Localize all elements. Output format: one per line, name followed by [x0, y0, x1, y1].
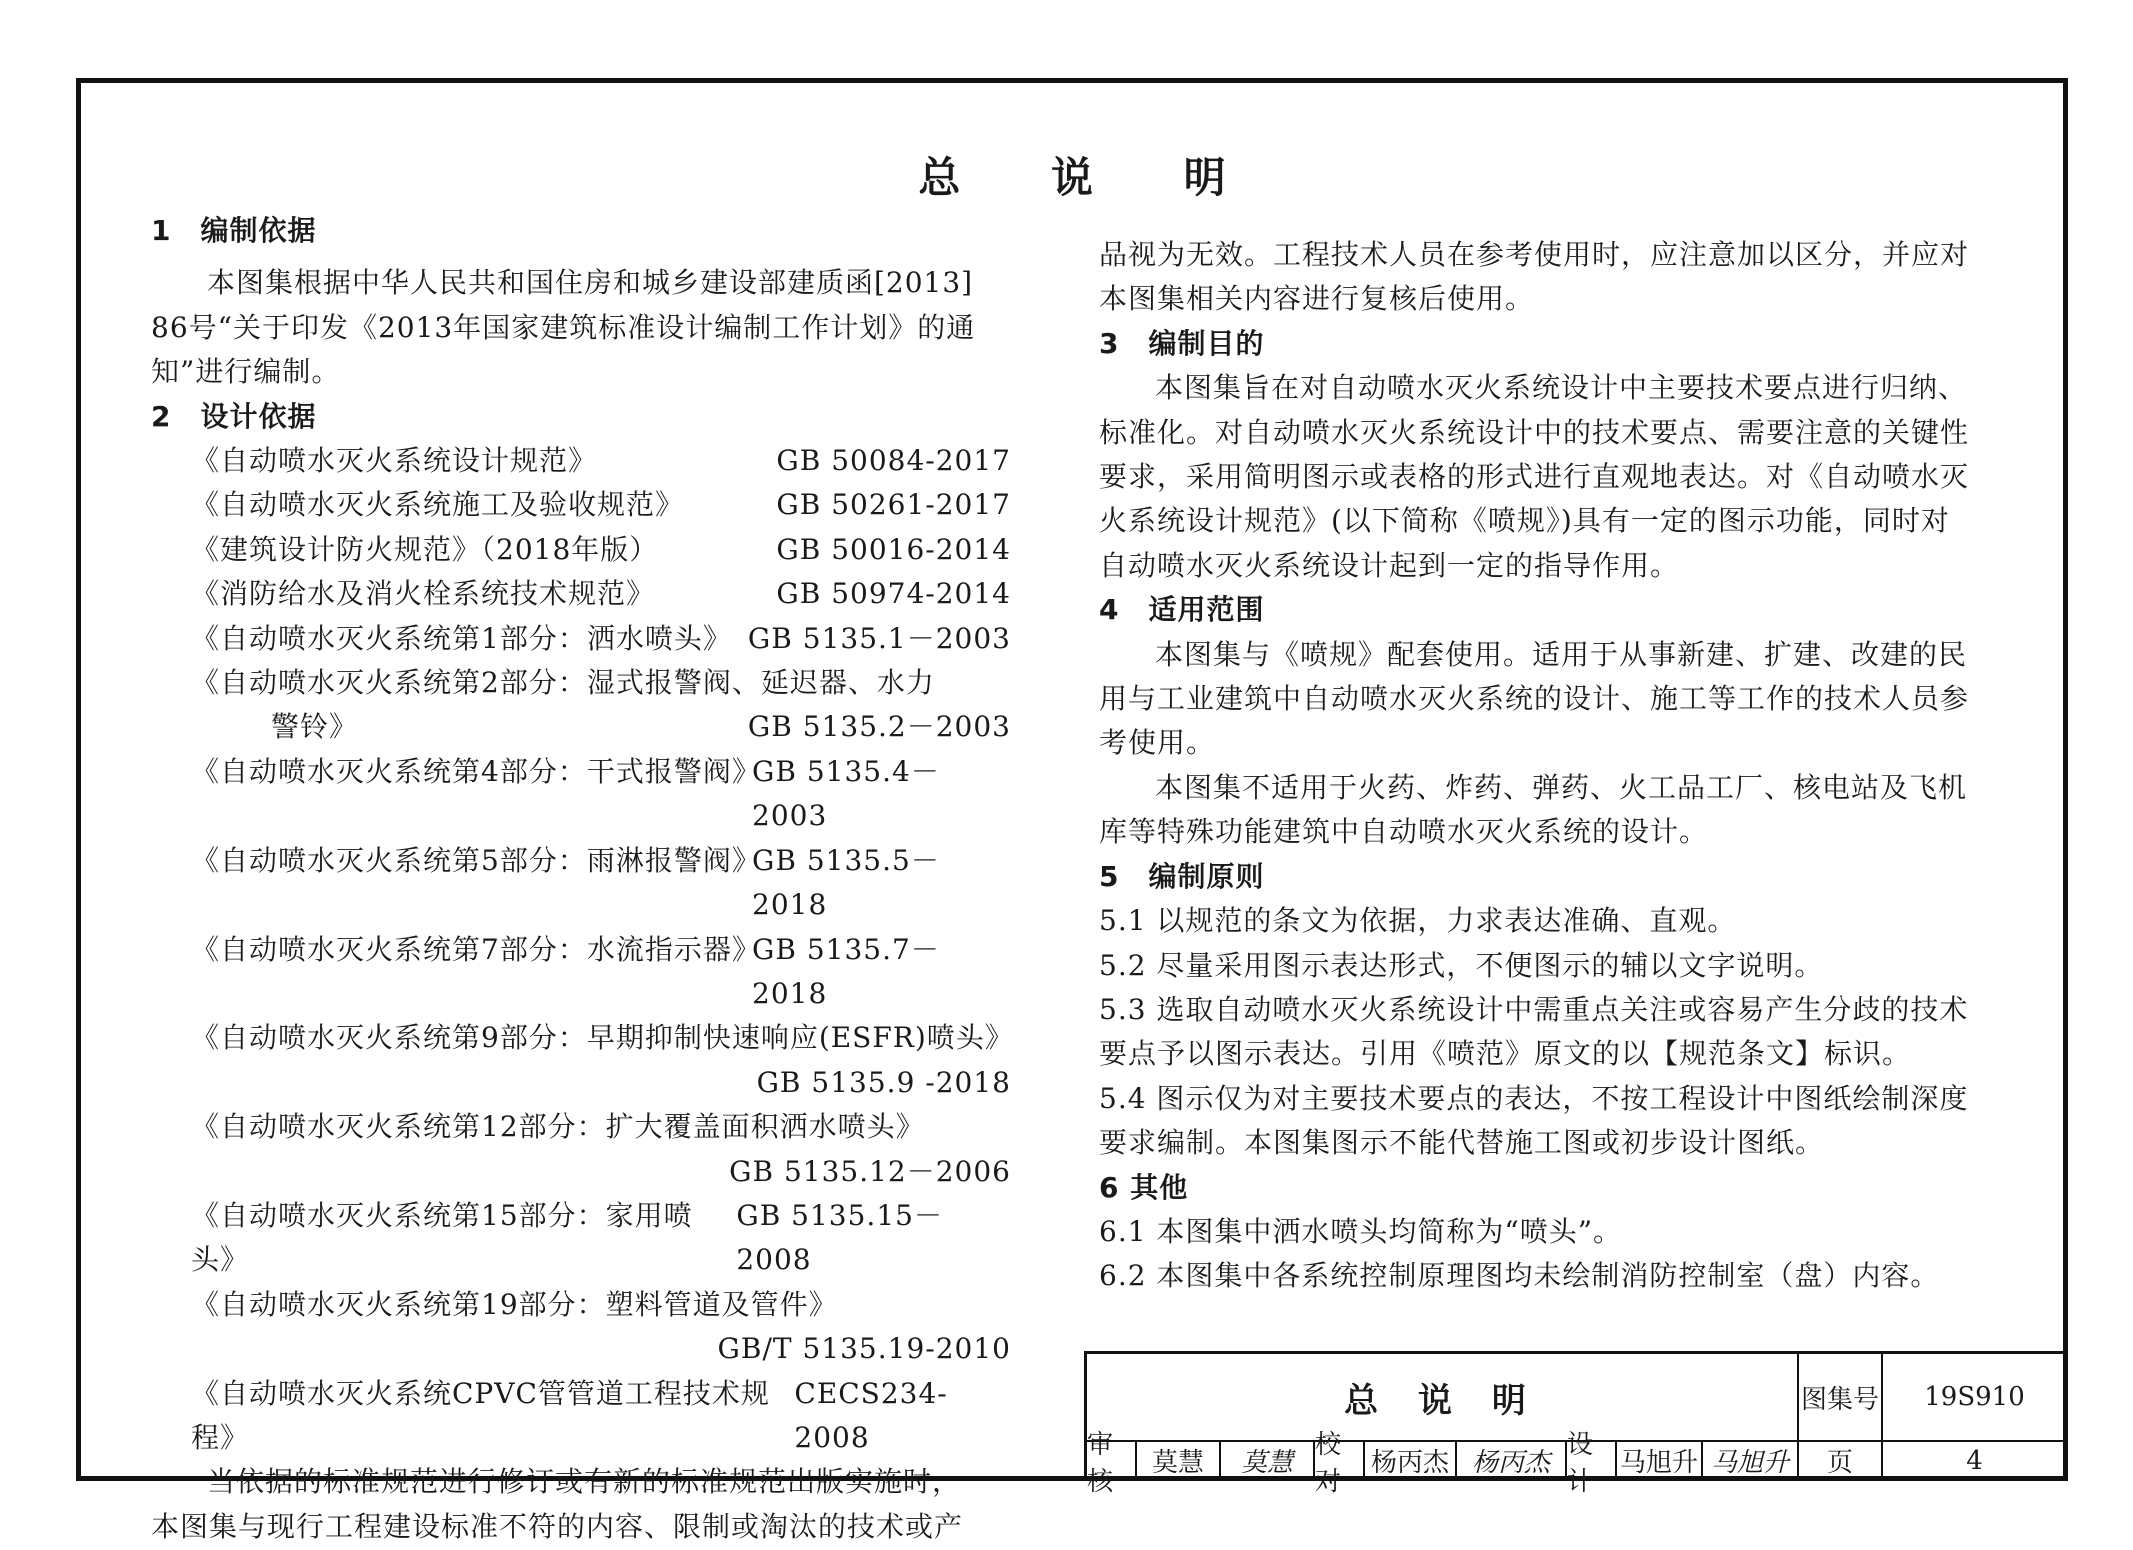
- paragraph-line: 知”进行编制。: [151, 355, 341, 389]
- reference-title: 《自动喷水灭火系统第7部分：水流指示器》: [191, 932, 761, 966]
- paragraph-line: 5.1 以规范的条文为依据，力求表达准确、直观。: [1099, 904, 1737, 938]
- paragraph-line: 用与工业建筑中自动喷水灭火系统的设计、施工等工作的技术人员参: [1099, 682, 1970, 716]
- reference-title: 《消防给水及消火栓系统技术规范》: [191, 577, 656, 611]
- reference-code: GB 50261-2017: [776, 488, 1011, 522]
- paragraph-line: 6.2 本图集中各系统控制原理图均未绘制消防控制室（盘）内容。: [1099, 1259, 1940, 1293]
- reference-code: GB 5135.4－2003: [752, 754, 940, 833]
- page-number: 4: [1883, 1442, 2068, 1481]
- reviewer-signature: 莫慧: [1221, 1442, 1315, 1481]
- reference-code: GB 5135.12－2006: [729, 1154, 1011, 1188]
- reference-code: CECS234-2008: [794, 1376, 948, 1454]
- reference-code: GB 5135.2－2003: [747, 710, 1011, 744]
- title-block: [1084, 1351, 2068, 1497]
- atlas-number: 19S910: [1883, 1354, 2068, 1442]
- reference-line: [151, 617, 1011, 661]
- paragraph-line: 要点予以图示表达。引用《喷范》原文的以【规范条文】标识。: [1099, 1037, 1912, 1071]
- reference-line: [151, 705, 1011, 749]
- reference-line: [151, 1194, 1011, 1283]
- reference-title: 警铃》: [271, 710, 359, 744]
- paragraph-line: 本图集旨在对自动喷水灭火系统设计中主要技术要点进行归纳、: [1155, 371, 1968, 405]
- paragraph-line: 要求，采用简明图示或表格的形式进行直观地表达。对《自动喷水灭: [1099, 460, 1970, 494]
- reference-code: GB/T 5135.19-2010: [717, 1332, 1011, 1366]
- title-block-title: 总 说 明: [1087, 1354, 1799, 1442]
- reference-line: [151, 439, 1011, 483]
- reference-code: GB 50084-2017: [776, 444, 1011, 478]
- checker-name: 杨丙杰: [1365, 1442, 1457, 1481]
- reference-code: GB 5135.7－2018: [752, 932, 940, 1010]
- paragraph-line: 5.3 选取自动喷水灭火系统设计中需重点关注或容易产生分歧的技术: [1099, 992, 1969, 1026]
- paragraph-line: 库等特殊功能建筑中自动喷水灭火系统的设计。: [1099, 815, 1709, 849]
- paragraph-line: 本图集根据中华人民共和国住房和城乡建设部建质函[2013]: [207, 266, 974, 300]
- drawing-frame: [76, 78, 2068, 1543]
- reference-title: 《自动喷水灭火系统第19部分：塑料管道及管件》: [191, 1287, 838, 1321]
- role-review-label: 审核: [1087, 1442, 1137, 1481]
- section-heading: 5 编制原则: [1099, 859, 1265, 893]
- designer-signature: 马旭升: [1703, 1442, 1799, 1481]
- section-heading: 3 编制目的: [1099, 326, 1265, 360]
- reference-title: 《自动喷水灭火系统设计规范》: [191, 444, 598, 478]
- role-design-label: 设计: [1567, 1442, 1617, 1481]
- reference-title: 《自动喷水灭火系统第15部分：家用喷头》: [191, 1198, 693, 1277]
- paragraph-line: 本图集相关内容进行复核后使用。: [1099, 282, 1535, 316]
- paragraph-line: 标准化。对自动喷水灭火系统设计中的技术要点、需要注意的关键性: [1099, 415, 1970, 449]
- paragraph-line: 要求编制。本图集图示不能代替施工图或初步设计图纸。: [1099, 1126, 1825, 1160]
- reference-title: 《建筑设计防火规范》（2018年版）: [191, 532, 659, 566]
- right-column: [1099, 233, 1991, 1299]
- reference-title: 《自动喷水灭火系统CPVC管管道工程技术规程》: [191, 1376, 770, 1454]
- reference-line: [151, 483, 1011, 527]
- section-heading: 1 编制依据: [151, 214, 317, 247]
- reference-code: GB 50016-2014: [776, 532, 1011, 566]
- reviewer-name: 莫慧: [1137, 1442, 1221, 1481]
- section-heading: 2 设计依据: [151, 399, 317, 433]
- paragraph-line: 86号“关于印发《2013年国家建筑标准设计编制工作计划》的通: [151, 310, 976, 344]
- section-heading: 6 其他: [1099, 1170, 1189, 1204]
- paragraph-line: 考使用。: [1099, 726, 1216, 760]
- checker-signature: 杨丙杰: [1457, 1442, 1567, 1481]
- paragraph-line: 品视为无效。工程技术人员在参考使用时，应注意加以区分，并应对: [1099, 238, 1970, 271]
- left-column: [151, 209, 1014, 1549]
- reference-line: [151, 572, 1011, 616]
- paragraph-line: 本图集与《喷规》配套使用。适用于从事新建、扩建、改建的民: [1155, 637, 1968, 671]
- designer-name: 马旭升: [1617, 1442, 1703, 1481]
- section-heading: 4 适用范围: [1099, 593, 1265, 627]
- paragraph-line: 6.1 本图集中洒水喷头均简称为“喷头”。: [1099, 1214, 1623, 1248]
- page-label: 页: [1799, 1442, 1883, 1481]
- reference-title: 《自动喷水灭火系统施工及验收规范》: [191, 488, 685, 522]
- reference-line: [151, 1372, 1011, 1461]
- reference-title: 《自动喷水灭火系统第4部分：干式报警阀》: [191, 754, 761, 788]
- reference-code: GB 50974-2014: [776, 577, 1011, 611]
- reference-code: GB 5135.1－2003: [747, 621, 1011, 655]
- reference-code: GB 5135.15－2008: [736, 1198, 943, 1277]
- paragraph-line: 当依据的标准规范进行修订或有新的标准规范出版实施时，: [207, 1465, 962, 1499]
- atlas-number-label: 图集号: [1799, 1354, 1883, 1442]
- reference-line: [151, 839, 1011, 928]
- reference-title: 《自动喷水灭火系统第9部分：早期抑制快速响应(ESFR)喷头》: [191, 1021, 1014, 1055]
- reference-line: [151, 528, 1011, 572]
- reference-line: [151, 750, 1011, 839]
- paragraph-line: 火系统设计规范》(以下简称《喷规》)具有一定的图示功能，同时对: [1099, 504, 1950, 538]
- reference-title: 《自动喷水灭火系统第1部分：洒水喷头》: [191, 621, 732, 655]
- page-title: 总 说 明: [918, 153, 1264, 202]
- paragraph-line: 自动喷水灭火系统设计起到一定的指导作用。: [1099, 548, 1680, 582]
- reference-code: GB 5135.5－2018: [752, 843, 940, 922]
- paragraph-line: 5.4 图示仅为对主要技术要点的表达，不按工程设计中图纸绘制深度: [1099, 1081, 1969, 1115]
- reference-title: 《自动喷水灭火系统第12部分：扩大覆盖面积洒水喷头》: [191, 1110, 925, 1144]
- reference-code: GB 5135.9 -2018: [756, 1065, 1011, 1099]
- paragraph-line: 本图集不适用于火药、炸药、弹药、火工品工厂、核电站及飞机: [1155, 770, 1968, 804]
- paragraph-line: 本图集与现行工程建设标准不符的内容、限制或淘汰的技术或产: [151, 1509, 964, 1543]
- paragraph-line: 5.2 尽量采用图示表达形式，不便图示的辅以文字说明。: [1099, 948, 1824, 982]
- role-check-label: 校对: [1315, 1442, 1365, 1481]
- reference-line: [151, 928, 1011, 1017]
- reference-title: 《自动喷水灭火系统第5部分：雨淋报警阀》: [191, 843, 761, 877]
- reference-title: 《自动喷水灭火系统第2部分：湿式报警阀、延迟器、水力: [191, 666, 935, 700]
